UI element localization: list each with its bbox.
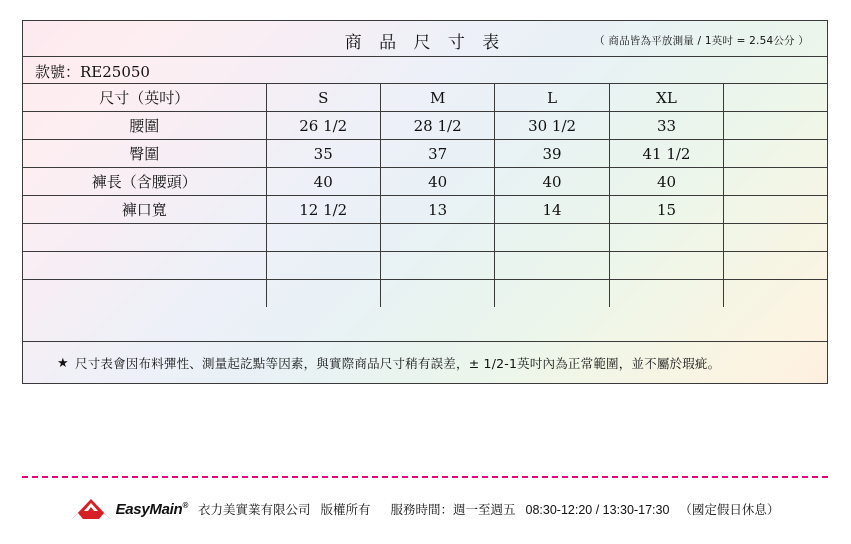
cell-empty (609, 224, 723, 252)
service-label: 服務時間：週一至週五 (390, 502, 516, 517)
row-label-length: 褲長（含腰頭） (23, 168, 266, 196)
cell-length-blank (724, 168, 827, 196)
footer (22, 492, 828, 526)
size-table (23, 84, 827, 307)
cell-empty (380, 280, 494, 308)
cell-empty (609, 280, 723, 308)
cell-waist-m: 28 1/2 (380, 112, 494, 140)
disclaimer-text: 尺寸表會因布料彈性、測量起訖點等因素，與實際商品尺寸稍有誤差，± 1/2-1英吋內為正常範圍，並不屬於瑕疵。 (75, 355, 721, 371)
column-header-l: L (495, 84, 609, 112)
cell-hem-xl: 15 (609, 196, 723, 224)
cell-hip-m: 37 (380, 140, 494, 168)
cell-empty (380, 252, 494, 280)
cell-empty (495, 252, 609, 280)
cell-length-s: 40 (266, 168, 380, 196)
star-icon: ★ (57, 355, 69, 370)
cell-empty (23, 280, 266, 308)
holiday-note: （國定假日休息） (679, 502, 780, 517)
table-row (23, 280, 827, 308)
table-header-row (23, 84, 827, 112)
cell-hem-blank (724, 196, 827, 224)
cut-line-divider (22, 476, 828, 478)
cell-empty (266, 224, 380, 252)
cell-hem-s: 12 1/2 (266, 196, 380, 224)
cell-empty (23, 252, 266, 280)
cell-empty (266, 280, 380, 308)
row-label-waist: 腰圍 (23, 112, 266, 140)
service-hours: 08:30-12:20 / 13:30-17:30 (525, 503, 670, 517)
cell-waist-xl: 33 (609, 112, 723, 140)
cell-hip-l: 39 (495, 140, 609, 168)
row-label-hem: 褲口寬 (23, 196, 266, 224)
table-row (23, 196, 827, 224)
page-title: 商 品 尺 寸 表 (344, 33, 506, 53)
cell-empty (23, 224, 266, 252)
brand-logo (71, 498, 188, 520)
table-row (23, 112, 827, 140)
cell-waist-s: 26 1/2 (266, 112, 380, 140)
model-number: 款號：RE25050 (35, 63, 150, 81)
cell-length-l: 40 (495, 168, 609, 196)
cell-hem-m: 13 (380, 196, 494, 224)
cell-length-xl: 40 (609, 168, 723, 196)
table-row (23, 168, 827, 196)
cell-empty (609, 252, 723, 280)
cell-hip-xl: 41 1/2 (609, 140, 723, 168)
cell-empty (495, 280, 609, 308)
disclaimer-band (23, 341, 827, 383)
cell-hip-s: 35 (266, 140, 380, 168)
row-label-hip: 臀圍 (23, 140, 266, 168)
cell-empty (724, 280, 827, 308)
registered-mark: ® (182, 500, 188, 510)
company-name: 衣力美實業有限公司 (197, 502, 311, 517)
cell-length-m: 40 (380, 168, 494, 196)
table-row (23, 224, 827, 252)
footer-info (198, 500, 779, 518)
column-header-xl: XL (609, 84, 723, 112)
cell-hip-blank (724, 140, 827, 168)
cell-waist-blank (724, 112, 827, 140)
size-chart-sheet (22, 20, 828, 384)
cell-empty (724, 224, 827, 252)
table-row (23, 140, 827, 168)
mountain-icon (71, 498, 111, 520)
cell-empty (724, 252, 827, 280)
measurement-note: （ 商品皆為平放測量 / 1英吋 = 2.54公分 ） (594, 35, 809, 47)
copyright-text: 版權所有 (320, 502, 371, 517)
model-row (23, 57, 827, 84)
table-row (23, 252, 827, 280)
cell-empty (266, 252, 380, 280)
cell-hem-l: 14 (495, 196, 609, 224)
column-header-m: M (380, 84, 494, 112)
cell-empty (495, 224, 609, 252)
column-header-blank (724, 84, 827, 112)
chart-header (23, 21, 827, 57)
cell-waist-l: 30 1/2 (495, 112, 609, 140)
cell-empty (380, 224, 494, 252)
column-header-measure: 尺寸（英吋） (23, 84, 266, 112)
column-header-s: S (266, 84, 380, 112)
brand-name: EasyMain® (115, 500, 188, 518)
